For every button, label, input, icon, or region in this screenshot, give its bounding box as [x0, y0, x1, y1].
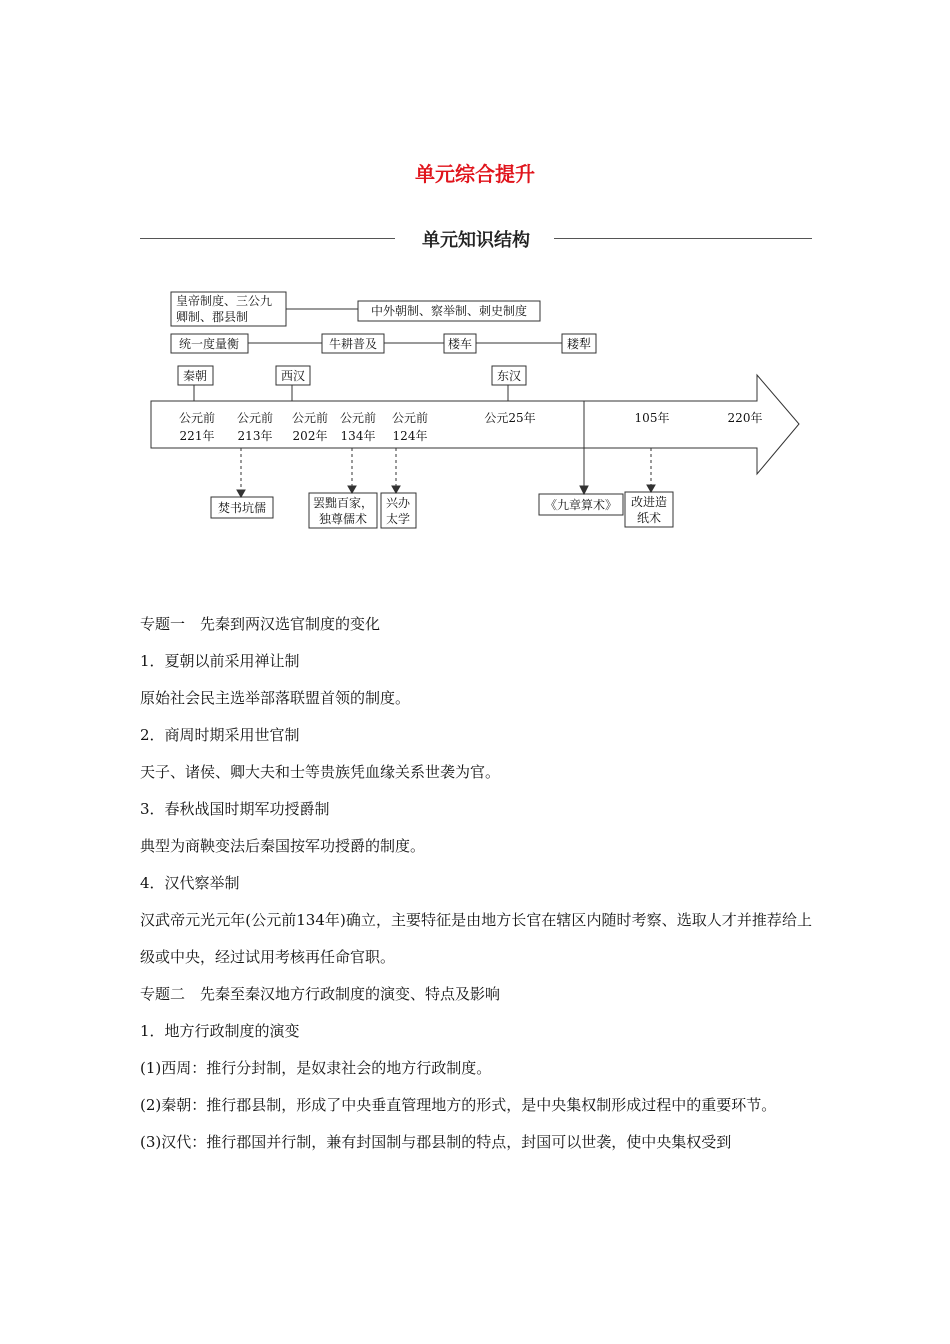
event-burn-books: 焚书坑儒 [217, 501, 267, 515]
date-213bc-a: 公元前 [236, 411, 274, 425]
tech3-label: 楼车 [447, 337, 473, 351]
date-25ad: 公元25年 [484, 411, 536, 425]
date-221bc-a: 公元前 [178, 411, 216, 425]
event-school-1: 兴办 [385, 496, 411, 510]
date-220ad: 220年 [727, 411, 763, 425]
date-124bc-a: 公元前 [391, 411, 429, 425]
item4-text: 汉武帝元光元年(公元前134年)确立，主要特征是由地方长官在辖区内随时考察、选取人才并推荐给上级或中央，经过试用考核再任命官职。 [140, 911, 812, 966]
date-213bc-b: 213年 [237, 429, 273, 443]
system1-line1: 皇帝制度、三公九 [176, 294, 273, 308]
sub1-c: (3)汉代：推行郡国并行制，兼有封国制与郡县制的特点，封国可以世袭，使中央集权受到 [140, 1133, 732, 1151]
item1-text: 原始社会民主选举部落联盟首领的制度。 [140, 689, 411, 707]
event-paper-1: 改进造 [630, 495, 668, 509]
dynasty-donghan: 东汉 [496, 369, 522, 383]
event-paper-2: 纸术 [636, 511, 662, 525]
date-134bc-a: 公元前 [339, 411, 377, 425]
date-124bc-b: 124年 [392, 429, 428, 443]
topic2-heading: 专题二 先秦至秦汉地方行政制度的演变、特点及影响 [140, 985, 501, 1003]
event-nine-chapters: 《九章算术》 [544, 498, 618, 512]
item4-title: 4．汉代察举制 [140, 874, 240, 892]
item2-text: 天子、诸侯、卿大夫和士等贵族凭血缘关系世袭为官。 [140, 763, 501, 781]
dynasty-xihan: 西汉 [280, 369, 306, 383]
topic1-heading: 专题一 先秦到两汉选官制度的变化 [140, 615, 381, 633]
date-134bc-b: 134年 [340, 429, 376, 443]
body-text [140, 606, 812, 1161]
event-confucian-1: 罢黜百家， [312, 496, 374, 510]
event-confucian-2: 独尊儒术 [318, 512, 368, 526]
tech4-label: 耧犁 [566, 337, 592, 351]
system2-label: 中外朝制、察举制、刺史制度 [370, 304, 528, 318]
item3-title: 3．春秋战国时期军功授爵制 [140, 800, 330, 818]
sub1-title: 1．地方行政制度的演变 [140, 1022, 300, 1040]
item2-title: 2．商周时期采用世官制 [140, 726, 300, 744]
date-221bc-b: 221年 [179, 429, 215, 443]
item3-text: 典型为商鞅变法后秦国按军功授爵的制度。 [140, 837, 426, 855]
event-school-2: 太学 [385, 512, 411, 526]
item1-title: 1．夏朝以前采用禅让制 [140, 652, 300, 670]
timeline-diagram [0, 0, 950, 600]
dynasty-qin: 秦朝 [182, 369, 208, 383]
tech2-label: 牛耕普及 [328, 337, 378, 351]
date-105ad: 105年 [634, 411, 670, 425]
date-202bc-a: 公元前 [291, 411, 329, 425]
page-title: 单元综合提升 [415, 162, 535, 186]
tech1-label: 统一度量衡 [178, 337, 240, 351]
system1-line2: 卿制、郡县制 [176, 310, 249, 324]
date-202bc-b: 202年 [292, 429, 328, 443]
section-title: 单元知识结构 [422, 230, 530, 251]
sub1-b: (2)秦朝：推行郡县制，形成了中央垂直管理地方的形式，是中央集权制形成过程中的重要环节。 [140, 1096, 777, 1114]
sub1-a: (1)西周：推行分封制，是奴隶社会的地方行政制度。 [140, 1059, 492, 1077]
